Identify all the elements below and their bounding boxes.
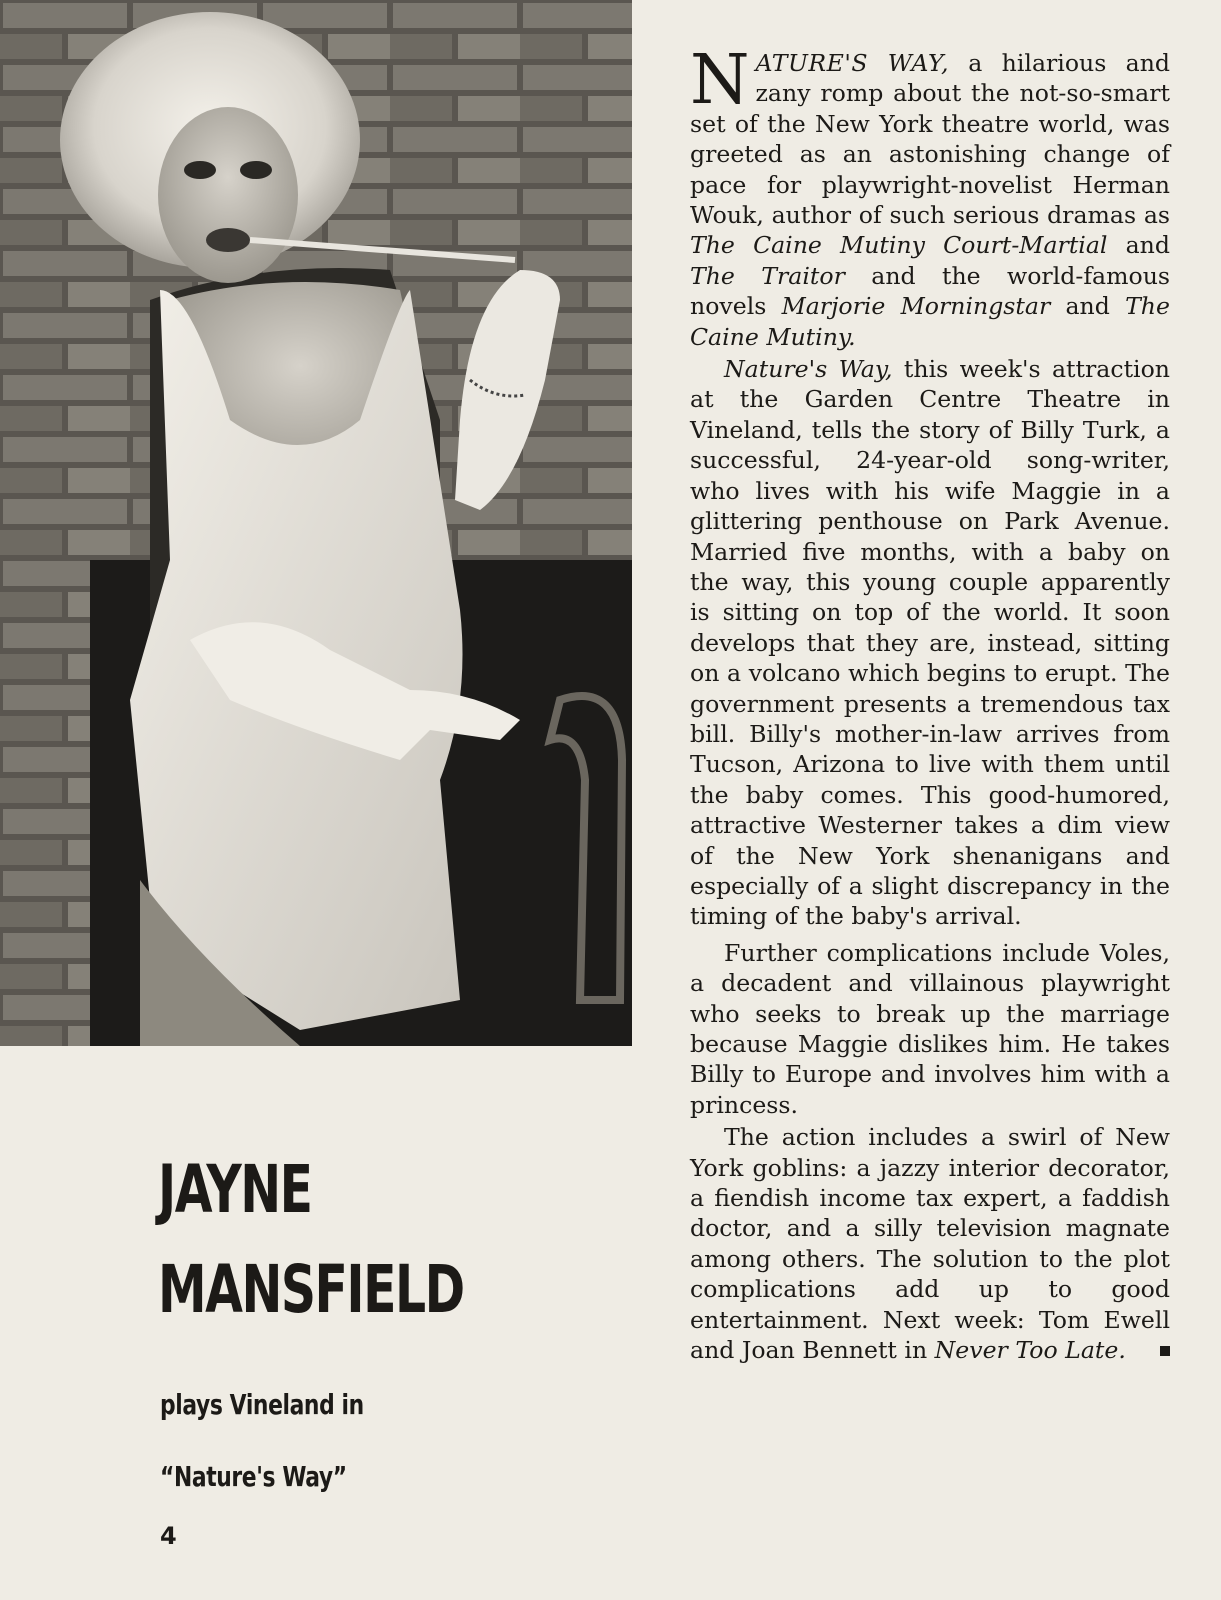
portrait-photo-image — [0, 0, 632, 1046]
paragraph-text: a hilarious and zany romp about the not-so-smart set of the New York theatre world, was greeted as an astonishing change of pace for playwright-novelist Herman Wouk, author of such serious dramas as — [690, 49, 1170, 230]
paragraph-text: and the world-famous novels — [690, 261, 1170, 321]
italic-title: Never Too Late. — [934, 1336, 1126, 1365]
subhead-line-1: plays Vineland in — [160, 1388, 364, 1421]
headline-last-name: MANSFIELD — [158, 1251, 464, 1328]
italic-title: The Traitor — [690, 261, 845, 290]
article-paragraph-1 — [690, 41, 1170, 352]
italic-title: Nature's Way, — [724, 355, 893, 384]
italic-title: Marjorie Morningstar — [781, 292, 1051, 321]
photograph — [0, 0, 632, 1046]
paragraph-text: The action includes a swirl of New York goblins: a jazzy interior decorator, a fiendish income tax expert, a faddish doctor, and a silly television magnate among others. The solution to the plot complications add up to good entertainment. Next week: Tom Ewell and Joan Bennett in — [690, 1123, 1170, 1365]
article-paragraph-2 — [690, 354, 1170, 932]
headline — [158, 1140, 464, 1340]
page-number: 4 — [160, 1522, 177, 1550]
italic-title: The Caine Mutiny Court-Martial — [690, 231, 1108, 260]
article-paragraph-3 — [690, 938, 1170, 1120]
article-body — [690, 41, 1170, 1365]
paragraph-text: this week's attraction at the Garden Centre Theatre in Vineland, tells the story of Billy Turk, a successful, 24-year-old song-writer, who lives with his wife Maggie in a glittering penthouse on Park Avenue. Married five months, with a baby on the way, this young couple apparently is sitting on top of the world. It soon develops that they are, instead, sitting on a volcano which begins to erupt. The government presents a tremendous tax bill. Billy's mother-in-law arrives from Tucson, Arizona to live with them until the baby comes. This good-humored, attractive Westerner takes a dim view of the New York shenanigans and especially of a slight discrepancy in the timing of the baby's arrival. — [690, 355, 1170, 931]
end-of-article-mark — [1160, 1346, 1170, 1356]
drop-cap: N — [690, 41, 750, 120]
paragraph-text: Further complications include Voles, a decadent and villainous playwright who seeks to break up the marriage because Maggie dislikes him. He takes Billy to Europe and involves him with a princess. — [690, 938, 1170, 1119]
article-paragraph-4 — [690, 1122, 1170, 1365]
italic-title: The Caine Mutiny. — [690, 292, 1170, 351]
paragraph-text: and — [1107, 231, 1170, 260]
paragraph-text: and — [1050, 292, 1126, 321]
headline-first-name: JAYNE — [158, 1151, 312, 1228]
play-title: ATURE'S WAY, — [755, 49, 949, 77]
subhead-line-2: “Nature's Way” — [160, 1460, 347, 1493]
